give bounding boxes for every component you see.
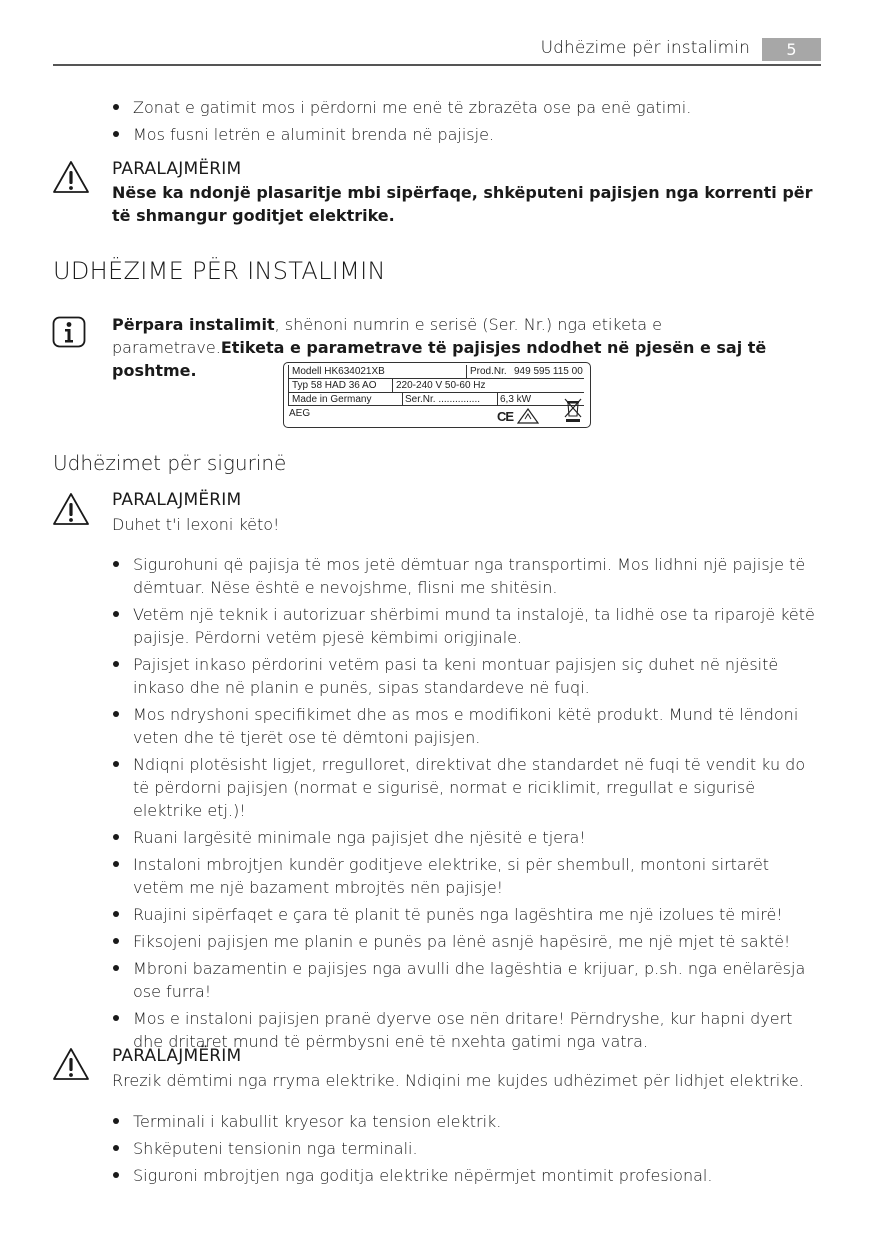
list-item: Instaloni mbrojtjen kundër goditjeve elektrike, si për shembull, montoni sirtarët vetëm me një bazament mbrojtës nën pajisje!: [110, 853, 825, 899]
rating-plate-prod-nr: 949 595 115 00: [514, 366, 583, 377]
list-item: Fiksojeni pajisjen me planin e punës pa lënë asnjë hapësirë, me një mjet të saktë!: [110, 930, 825, 953]
weee-bin-icon: [563, 397, 583, 423]
certification-triangle-icon: [517, 408, 539, 424]
rating-plate-divider: [402, 392, 403, 405]
warning-triangle-icon: [52, 492, 90, 526]
list-item: Mos e instaloni pajisjen pranë dyerve ose nën dritare! Përndryshe, kur hapni dyert dhe dritaret mund të përmbysni enë të nxehta gatimi nga vatra.: [110, 1007, 825, 1053]
subsection-title: Udhëzimet për sigurinë: [53, 451, 287, 475]
header-rule: [53, 64, 821, 66]
page-number: 5: [762, 38, 821, 61]
list-item: Mos fusni letrën e aluminit brenda në pajisje.: [110, 123, 825, 146]
rating-plate-divider: [288, 365, 289, 405]
ce-mark: CE: [497, 409, 514, 424]
rating-plate-divider: [288, 378, 584, 379]
list-item: Shkëputeni tensionin nga terminali.: [110, 1137, 825, 1160]
rating-plate-made-in: Made in Germany: [292, 394, 372, 405]
rating-plate-brand: AEG: [289, 408, 311, 419]
rating-plate-typ: Typ 58 HAD 36 AO: [292, 380, 377, 391]
rating-plate-divider: [288, 405, 584, 406]
rating-plate-divider: [466, 365, 467, 378]
list-item: Sigurohuni që pajisja të mos jetë dëmtuar nga transportimi. Mos lidhni një pajisje të dëmtuar. Nëse është e nevojshme, flisni me shitësin.: [110, 553, 825, 599]
rating-plate-modell: Modell HK634021XB: [292, 366, 385, 377]
safety-bullet-list: [110, 553, 825, 1057]
list-item: Mbroni bazamentin e pajisjes nga avulli dhe lagështia e krijuar, p.sh. nga enëlarësja ose furra!: [110, 957, 825, 1003]
list-item: Vetëm një teknik i autorizuar shërbimi mund ta instalojë, ta lidhë ose ta riparojë këtë pajisje. Përdorni vetëm pjesë këmbimi origjinale.: [110, 603, 825, 649]
warning-title: PARALAJMËRIM: [112, 1046, 242, 1066]
rating-plate-divider: [392, 378, 393, 392]
running-header-title: Udhëzime për instalimin: [540, 38, 750, 58]
list-item: Ruani largësitë minimale nga pajisjet dhe njësitë e tjera!: [110, 826, 825, 849]
list-item: Zonat e gatimit mos i përdorni me enë të zbrazëta ose pa enë gatimi.: [110, 96, 825, 119]
info-bold-tail: Etiketa e parametrave të pajisjes ndodhet në pjesën e saj të poshtme.: [112, 338, 767, 380]
warning-text: Duhet t'i lexoni këto!: [112, 515, 280, 534]
warning-text: Rrezik dëmtimi nga rryma elektrike. Ndiqini me kujdes udhëzimet për lidhjet elektrike.: [112, 1071, 804, 1090]
warning-triangle-icon: [52, 1047, 90, 1081]
info-text: , shënoni numrin e serisë (Ser. Nr.) nga etiketa e parametrave.: [112, 315, 662, 357]
list-item: Mos ndryshoni specifikimet dhe as mos e modifikoni këtë produkt. Mund të lëndoni veten dhe të tjerët ose të dëmtoni pajisjen.: [110, 703, 825, 749]
rating-plate-divider: [288, 392, 584, 393]
rating-plate-prod-nr-label: Prod.Nr.: [470, 366, 507, 377]
list-item: Terminali i kabullit kryesor ka tension elektrik.: [110, 1110, 825, 1133]
info-bold-lead: Përpara instalimit: [112, 315, 275, 334]
rating-plate-ser-nr: Ser.Nr. ...............: [405, 394, 481, 405]
info-icon: [52, 316, 86, 348]
list-item: Ruajini sipërfaqet e çara të planit të punës nga lagështira me një izolues të mirë!: [110, 903, 825, 926]
list-item: Pajisjet inkaso përdorini vetëm pasi ta keni montuar pajisjen siç duhet në njësitë inkaso dhe në planin e punës, sipas standardeve në fuqi.: [110, 653, 825, 699]
warning-title: PARALAJMËRIM: [112, 490, 242, 510]
rating-plate-power: 6,3 kW: [500, 394, 532, 405]
warning-title: PARALAJMËRIM: [112, 159, 242, 179]
warning-text: Nëse ka ndonjë plasaritje mbi sipërfaqe, shkëputeni pajisjen nga korrenti për të shmangur goditjet elektrike.: [112, 183, 813, 225]
rating-plate-divider: [497, 392, 498, 405]
rating-plate-voltage: 220-240 V 50-60 Hz: [396, 380, 486, 391]
rating-plate: [283, 362, 591, 428]
list-item: Siguroni mbrojtjen nga goditja elektrike nëpërmjet montimit profesional.: [110, 1164, 825, 1187]
section-title: UDHËZIME PËR INSTALIMIN: [53, 257, 386, 285]
top-bullet-list: [110, 96, 825, 150]
bottom-bullet-list: [110, 1110, 825, 1191]
list-item: Ndiqni plotësisht ligjet, rregulloret, direktivat dhe standardet në fuqi të vendit ku do të përdorni pajisjen (normat e sigurisë, normat e riciklimit, rregullat e sigurisë elektrike etj.)!: [110, 753, 825, 822]
warning-triangle-icon: [52, 160, 90, 194]
